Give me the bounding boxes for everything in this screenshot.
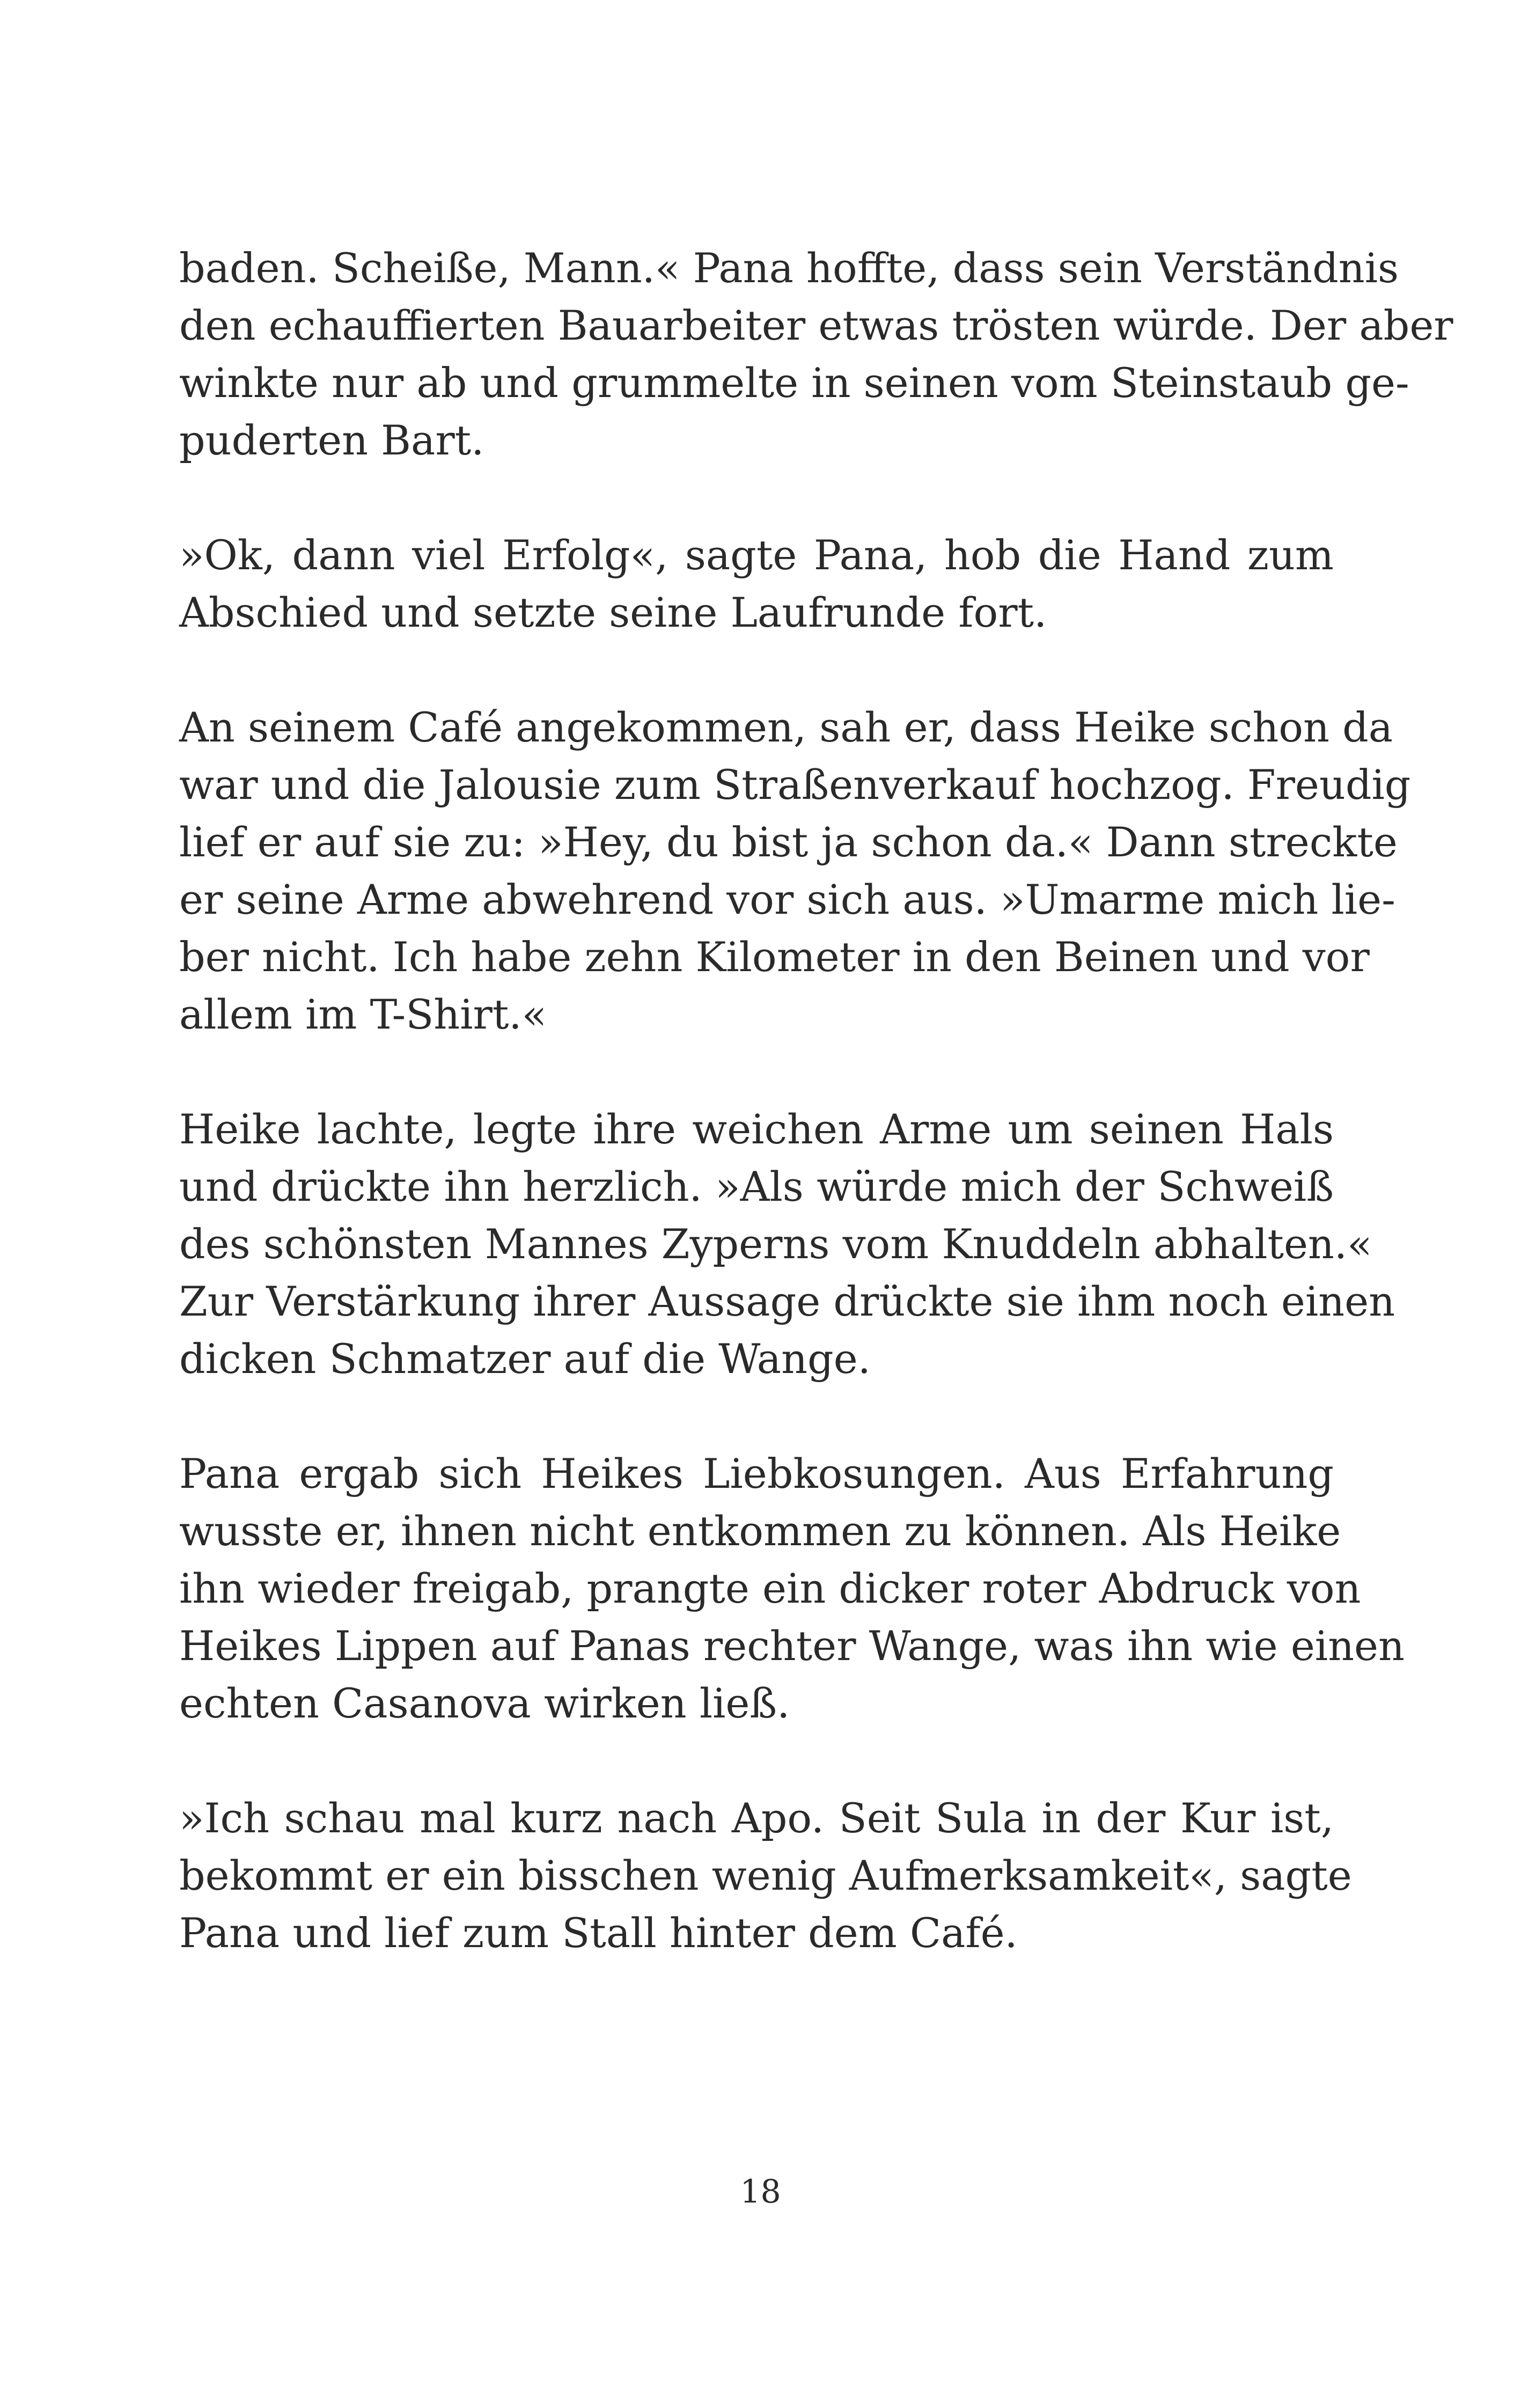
paragraph-3 <box>179 699 1411 1043</box>
text-line: dicken Schmatzer auf die Wange. <box>179 1335 871 1383</box>
text-line: baden. Scheiße, Mann.« Pana hoffte, dass sein Verständnis <box>179 244 1399 292</box>
text-line: echten Casanova wirken ließ. <box>179 1679 790 1727</box>
page-body <box>179 239 1453 2019</box>
text-line: er seine Arme abwehrend vor sich aus. »Umarme mich lie- <box>179 876 1395 923</box>
paragraph-5 <box>179 1445 1405 1732</box>
paragraph-4 <box>179 1100 1395 1387</box>
text-line: wusste er, ihnen nicht entkommen zu können. Als Heike <box>179 1507 1341 1555</box>
paragraph-1 <box>179 239 1453 469</box>
paragraph-6 <box>179 1789 1352 1962</box>
text-line: war und die Jalousie zum Straßenverkauf hochzog. Freudig <box>179 761 1411 809</box>
text-line: Pana ergab sich Heikes Liebkosungen. Aus Erfahrung <box>179 1450 1334 1497</box>
text-line: Heikes Lippen auf Panas rechter Wange, was ihn wie einen <box>179 1622 1405 1670</box>
text-line: Heike lachte, legte ihre weichen Arme um seinen Hals <box>179 1105 1334 1153</box>
text-line: puderten Bart. <box>179 416 484 464</box>
text-line: Zur Verstärkung ihrer Aussage drückte sie ihm noch einen <box>179 1278 1395 1325</box>
text-line: ber nicht. Ich habe zehn Kilometer in den Beinen und vor <box>179 933 1370 981</box>
text-line: ihn wieder freigab, prangte ein dicker roter Abdruck von <box>179 1565 1361 1612</box>
text-line: des schönsten Mannes Zyperns vom Knuddeln abhalten.« <box>179 1220 1372 1268</box>
text-line: »Ok, dann viel Erfolg«, sagte Pana, hob die Hand zum <box>179 531 1334 579</box>
text-line: An seinem Café angekommen, sah er, dass Heike schon da <box>179 703 1393 751</box>
text-line: bekommt er ein bisschen wenig Aufmerksamkeit«, sagte <box>179 1852 1352 1899</box>
text-line: allem im T-Shirt.« <box>179 990 547 1038</box>
text-line: den echauffierten Bauarbeiter etwas trösten würde. Der aber <box>179 302 1453 349</box>
paragraph-2 <box>179 526 1334 641</box>
text-line: Abschied und setzte seine Laufrunde fort. <box>179 589 1047 636</box>
page-number: 18 <box>740 2173 781 2211</box>
text-line: und drückte ihn herzlich. »Als würde mich der Schweiß <box>179 1163 1334 1210</box>
text-line: winkte nur ab und grummelte in seinen vom Steinstaub ge- <box>179 359 1409 407</box>
text-line: lief er auf sie zu: »Hey, du bist ja schon da.« Dann streckte <box>179 818 1398 866</box>
text-line: Pana und lief zum Stall hinter dem Café. <box>179 1909 1018 1957</box>
text-line: »Ich schau mal kurz nach Apo. Seit Sula in der Kur ist, <box>179 1794 1334 1842</box>
